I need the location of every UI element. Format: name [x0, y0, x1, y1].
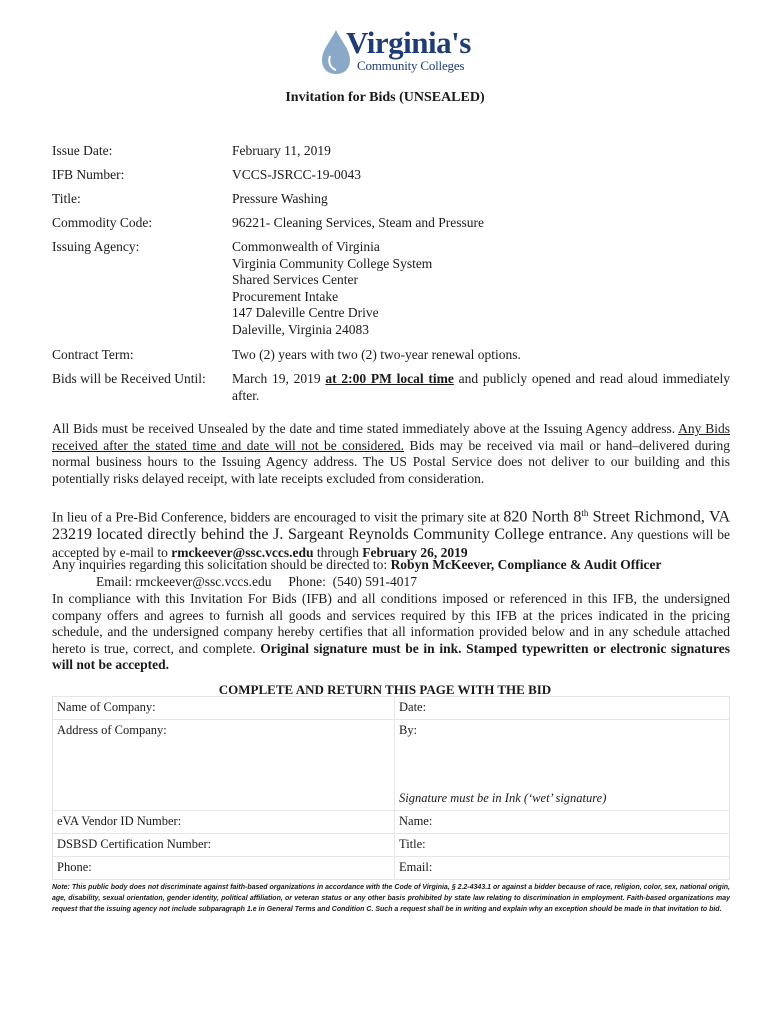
bids-opening-note: and publicly opened and read aloud immediately after. — [232, 371, 730, 403]
issue-date-label: Issue Date: — [52, 143, 113, 158]
phone-label: Phone: — [57, 860, 92, 874]
ifb-number-value: VCCS-JSRCC-19-0043 — [232, 167, 362, 182]
company-address-field[interactable] — [53, 720, 395, 811]
logo-subtitle: Community Colleges — [357, 58, 465, 73]
by-label: By: — [399, 723, 418, 737]
questions-email: rmckeever@ssc.vccs.edu — [171, 544, 314, 560]
contract-term-value: Two (2) years with two (2) two-year renewal options. — [232, 347, 521, 362]
inquiries-line — [52, 557, 730, 574]
signature-field[interactable] — [395, 720, 730, 811]
email-field[interactable] — [395, 857, 730, 880]
late-bids-warning: Any Bids received after the stated time and date will not be considered. — [52, 421, 730, 453]
questions-text: Any questions will be accepted by e-mail to — [52, 527, 731, 560]
company-name-field[interactable] — [53, 697, 395, 720]
ordinal-suffix: th — [581, 508, 589, 518]
form-heading: COMPLETE AND RETURN THIS PAGE WITH THE BID — [218, 682, 552, 697]
receipt-paragraph — [52, 421, 730, 487]
signature-note: Signature must be in Ink (‘wet’ signature) — [399, 791, 607, 805]
contract-term-label: Contract Term: — [52, 347, 134, 362]
bid-form-table — [52, 696, 730, 880]
date-label: Date: — [399, 700, 427, 714]
non-discrimination-note: Note: This public body does not discriminate against faith-based organizations in accordance with the Code of Virginia, § 2.2-4343.1 or against a bidder because of race, religion, color, sex, national origin, age, disability, sexual orientation, gender identity, political affiliation, or veteran status or any other basis prohibited by state law relating to discrimination in employment. Faith-based organizations may request that the issuing agency not include subparagraph 1.e in General Terms and Condition C. Such a request shall be in writing and explain why an exception should be made in that invitation to bid. — [52, 884, 730, 913]
title-value: Pressure Washing — [232, 191, 328, 206]
logo-name: Virginia's — [346, 25, 471, 60]
site-location: Street Richmond, VA 23219 located directly behind the J. Sargeant Reynolds Community College entrance. — [52, 508, 730, 543]
dsbsd-label: DSBSD Certification Number: — [57, 837, 212, 851]
bids-time: at 2:00 PM local time — [325, 371, 454, 386]
document-title: Invitation for Bids (UNSEALED) — [285, 90, 485, 105]
name-label: Name: — [399, 814, 433, 828]
inquiries-text: Any inquiries regarding this solicitation should be directed to: — [52, 557, 391, 572]
title-field-label: Title: — [399, 837, 426, 851]
site-visit-text: In lieu of a Pre-Bid Conference, bidders are encouraged to visit the primary site at — [52, 509, 504, 525]
company-name-label: Name of Company: — [57, 700, 156, 714]
address-line: Procurement Intake — [232, 288, 339, 304]
bids-received-label: Bids will be Received Until: — [52, 371, 206, 386]
issuing-agency-label: Issuing Agency: — [52, 239, 140, 254]
dsbsd-field[interactable] — [53, 834, 395, 857]
bids-date: March 19, 2019 — [232, 371, 326, 386]
delivery-text: Bids may be received via mail or hand–delivered during normal business hours to the Issuing Agency address. The US Postal Service does not deliver to our building and this potentially risks delayed receipt, with late receipts excluded from consideration. — [52, 437, 730, 486]
name-field[interactable] — [395, 811, 730, 834]
address-line: Shared Services Center — [232, 272, 358, 287]
issue-date-value: February 11, 2019 — [232, 143, 331, 158]
title-field[interactable] — [395, 834, 730, 857]
email-label: Email: — [399, 860, 433, 874]
title-label: Title: — [52, 191, 81, 206]
address-line: 147 Daleville Centre Drive — [232, 305, 379, 320]
eva-vendor-label: eVA Vendor ID Number: — [57, 814, 182, 828]
site-address: 820 North 8 — [503, 508, 582, 526]
signature-requirement: Original signature must be in ink. Stamped typewritten or electronic signatures will not be accepted. — [52, 640, 730, 672]
contact-name: Robyn McKeever, Compliance & Audit Officer — [390, 557, 662, 572]
address-line: Commonwealth of Virginia — [232, 239, 380, 254]
contact-details: Email: rmckeever@ssc.vccs.edu Phone: (540) 591-4017 — [96, 574, 417, 589]
compliance-text: In compliance with this Invitation For Bids (IFB) and all conditions imposed or referenced in this IFB, the undersigned company offers and agrees to furnish all goods and services required by this IFB at the prices indicated in the pricing schedule, and the undersigned company hereby certifies that all information provided below and in any schedule attached hereto is true, correct, and complete. — [52, 591, 730, 656]
bids-received-value — [232, 371, 730, 404]
through-text: through — [313, 544, 363, 560]
compliance-paragraph — [52, 591, 730, 674]
date-field[interactable] — [395, 697, 730, 720]
commodity-code-value: 96221- Cleaning Services, Steam and Pressure — [232, 215, 484, 230]
eva-vendor-field[interactable] — [53, 811, 395, 834]
commodity-code-label: Commodity Code: — [52, 215, 153, 230]
address-line: Virginia Community College System — [232, 255, 433, 271]
vccs-logo — [316, 25, 471, 78]
receipt-text: All Bids must be received Unsealed by the date and time stated immediately above at the Issuing Agency address. — [52, 421, 679, 436]
address-line: Daleville, Virginia 24083 — [232, 321, 370, 337]
ifb-number-label: IFB Number: — [52, 167, 125, 182]
phone-field[interactable] — [53, 857, 395, 880]
questions-deadline: February 26, 2019 — [362, 544, 468, 560]
issuing-agency-address — [232, 239, 432, 338]
site-visit-paragraph — [52, 505, 730, 561]
company-address-label: Address of Company: — [57, 723, 167, 737]
